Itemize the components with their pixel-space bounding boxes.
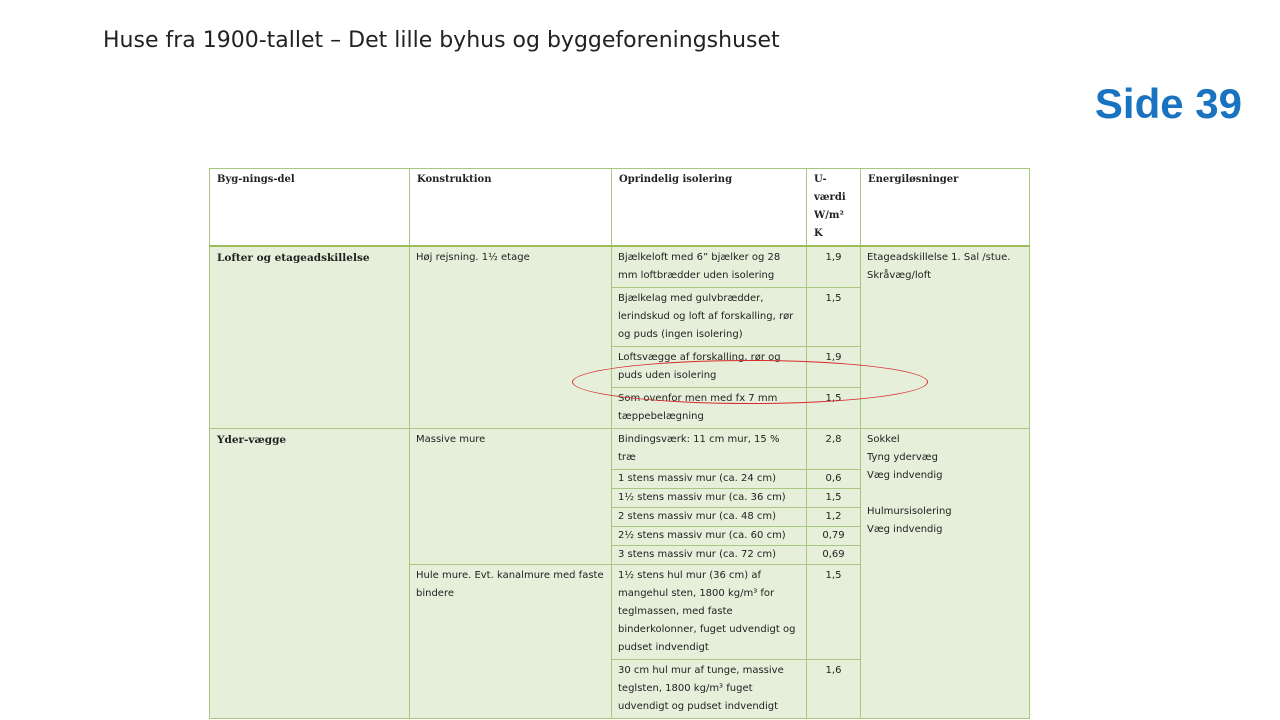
u-value-cell: 1,6	[807, 660, 861, 719]
u-value-cell: 1,9	[807, 347, 861, 388]
energy-cell	[861, 246, 1030, 429]
table-row	[210, 429, 1030, 470]
building-part-cell: Lofter og etageadskillelse	[210, 246, 410, 429]
u-value-cell: 0,69	[807, 546, 861, 565]
table-row	[210, 246, 1030, 288]
insulation-cell: Som ovenfor men med fx 7 mm tæppebelægning	[612, 388, 807, 429]
table-header-row	[210, 169, 1030, 247]
insulation-cell: 3 stens massiv mur (ca. 72 cm)	[612, 546, 807, 565]
construction-cell: Hule mure. Evt. kanalmure med faste bindere	[410, 565, 612, 719]
u-value-cell: 1,2	[807, 508, 861, 527]
page-number: Side 39	[1094, 80, 1242, 127]
u-value-cell: 1,5	[807, 565, 861, 660]
energy-line: Væg indvendig	[867, 524, 943, 535]
u-value-cell: 1,5	[807, 489, 861, 508]
u-value-cell: 1,9	[807, 246, 861, 288]
u-value-cell: 2,8	[807, 429, 861, 470]
energy-line: Skråvæg/loft	[867, 270, 931, 281]
energy-line: Etageadskillelse 1. Sal /stue.	[867, 252, 1011, 263]
header-u-value: U-værdi W/m² K	[807, 169, 861, 247]
construction-cell: Massive mure	[410, 429, 612, 565]
energy-spacer	[867, 485, 1023, 503]
u-value-cell: 1,5	[807, 288, 861, 347]
insulation-cell: 1½ stens hul mur (36 cm) af mangehul sten, 1800 kg/m³ for teglmassen, med faste binderkolonner, fuget udvendigt og pudset indvendigt	[612, 565, 807, 660]
u-value-cell: 0,79	[807, 527, 861, 546]
header-energy: Energiløsninger	[861, 169, 1030, 247]
u-value-table	[209, 168, 1030, 719]
energy-line: Væg indvendig	[867, 470, 943, 481]
header-insulation: Oprindelig isolering	[612, 169, 807, 247]
insulation-cell: 1½ stens massiv mur (ca. 36 cm)	[612, 489, 807, 508]
insulation-cell: Bjælkelag med gulvbrædder, lerindskud og loft af forskalling, rør og puds (ingen isolering)	[612, 288, 807, 347]
building-part-cell: Yder-vægge	[210, 429, 410, 719]
header-part: Byg-nings-del	[210, 169, 410, 247]
insulation-cell: 2½ stens massiv mur (ca. 60 cm)	[612, 527, 807, 546]
energy-cell	[861, 429, 1030, 719]
energy-line: Hulmursisolering	[867, 506, 952, 517]
insulation-cell: 1 stens massiv mur (ca. 24 cm)	[612, 470, 807, 489]
insulation-cell: Loftsvægge af forskalling, rør og puds uden isolering	[612, 347, 807, 388]
construction-cell: Høj rejsning. 1½ etage	[410, 246, 612, 429]
slide-title: Huse fra 1900-tallet – Det lille byhus og byggeforeningshuset	[103, 28, 780, 53]
insulation-cell: 2 stens massiv mur (ca. 48 cm)	[612, 508, 807, 527]
energy-line: Sokkel	[867, 434, 900, 445]
energy-line: Tyng ydervæg	[867, 452, 938, 463]
insulation-cell: 30 cm hul mur af tunge, massive teglsten, 1800 kg/m³ fuget udvendigt og pudset indvendigt	[612, 660, 807, 719]
insulation-cell: Bindingsværk: 11 cm mur, 15 % træ	[612, 429, 807, 470]
u-value-cell: 1,5	[807, 388, 861, 429]
u-value-cell: 0,6	[807, 470, 861, 489]
insulation-cell: Bjælkeloft med 6” bjælker og 28 mm loftbrædder uden isolering	[612, 246, 807, 288]
header-construction: Konstruktion	[410, 169, 612, 247]
